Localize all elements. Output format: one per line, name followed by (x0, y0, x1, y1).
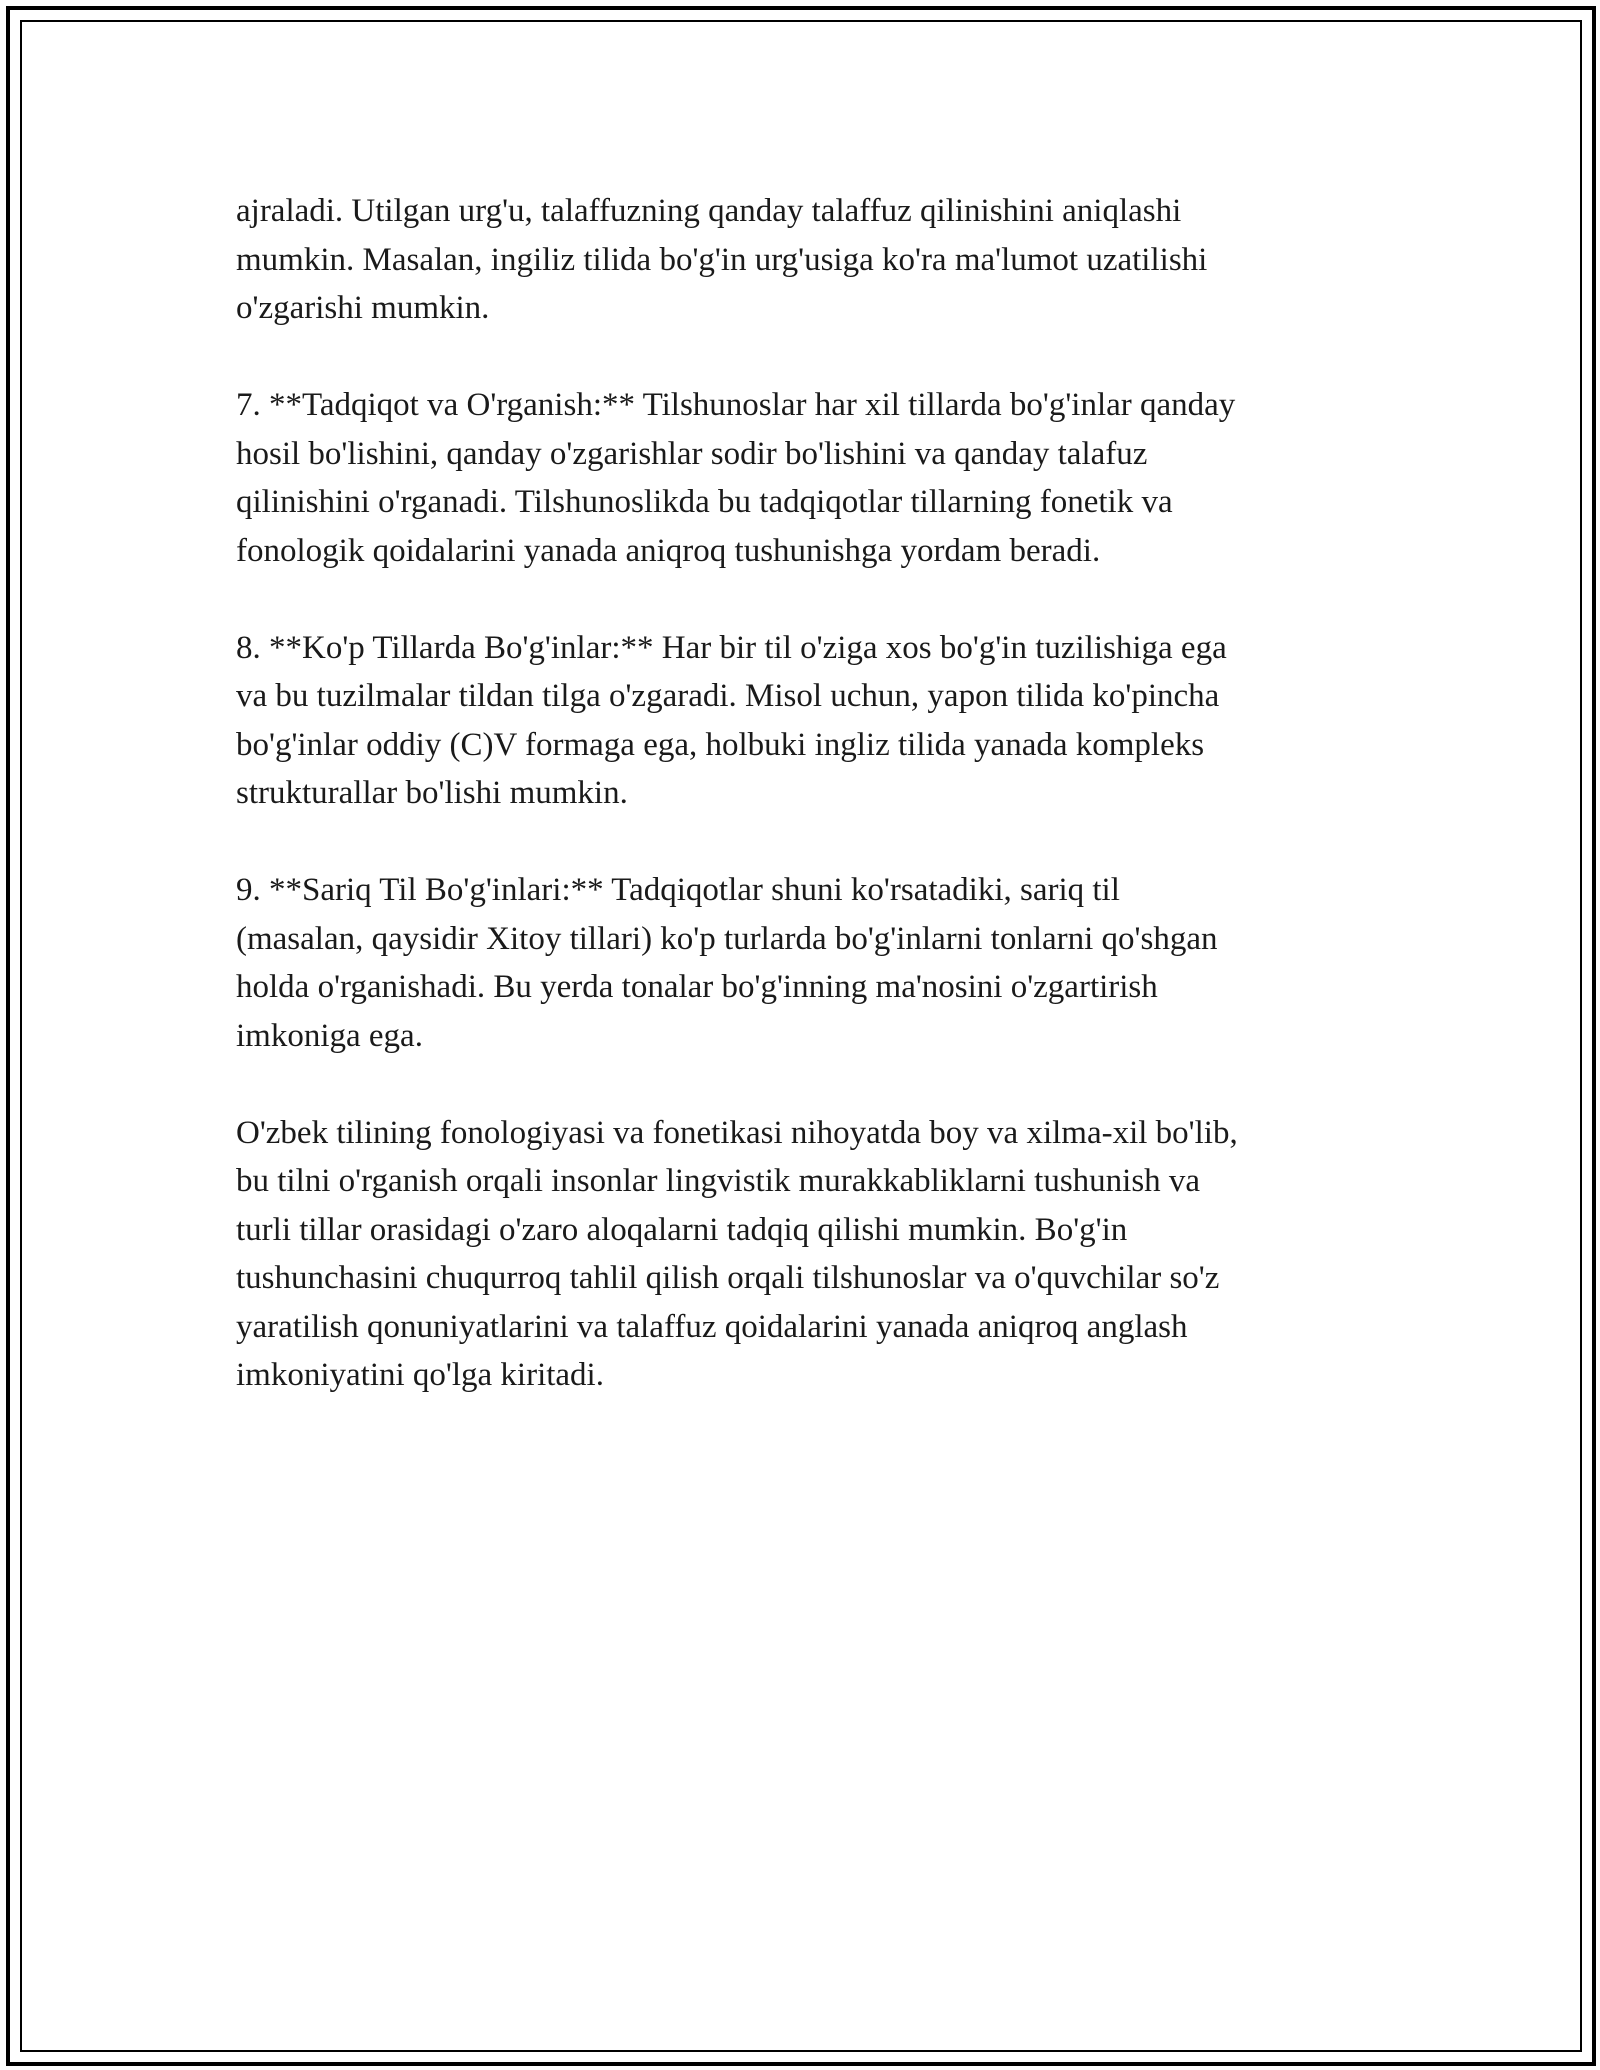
paragraph-conclusion: O'zbek tilining fonologiyasi va fonetikasi nihoyatda boy va xilma-xil bo'lib, bu tilni o'rganish orqali insonlar lingvistik murakkabliklarni tushunish va turli tillar orasidagi o'zaro aloqalarni tadqiq qilishi mumkin. Bo'g'in tushunchasini chuqurroq tahlil qilish orqali tilshunoslar va o'quvchilar so'z yaratilish qonuniyatlarini va talaffuz qoidalarini yanada aniqroq anglash imkoniyatini qo'lga kiritadi. (236, 1114, 1238, 1393)
paragraph-item-8: 8. **Ko'p Tillarda Bo'g'inlar:** Har bir til o'ziga xos bo'g'in tuzilishiga ega va bu tuzilmalar tildan tilga o'zgaradi. Misol uchun, yapon tilida ko'pincha bo'g'inlar oddiy (C)V formaga ega, holbuki ingliz tilida yanada kompleks strukturallar bo'lishi mumkin. (236, 629, 1227, 811)
paragraph-continuation: ajraladi. Utilgan urg'u, talaffuzning qanday talaffuz qilinishini aniqlashi mumkin. Masalan, ingiliz tilida bo'g'in urg'usiga ko'ra ma'lumot uzatilishi o'zgarishi mumkin. (236, 193, 1208, 326)
paragraph-item-7: 7. **Tadqiqot va O'rganish:** Tilshunoslar har xil tillarda bo'g'inlar qanday hosil bo'lishini, qanday o'zgarishlar sodir bo'lishini va qanday talafuz qilinishini o'rganadi. Tilshunoslikda bu tadqiqotlar tillarning fonetik va fonologik qoidalarini yanada aniqroq tushunishga yordam beradi. (236, 387, 1236, 569)
document-body (236, 187, 1366, 1448)
paragraph-item-9: 9. **Sariq Til Bo'g'inlari:** Tadqiqotlar shuni ko'rsatadiki, sariq til (masalan, qaysidir Xitoy tillari) ko'p turlarda bo'g'inlarni tonlarni qo'shgan holda o'rganishadi. Bu yerda tonalar bo'g'inning ma'nosini o'zgartirish imkoniga ega. (236, 872, 1218, 1054)
